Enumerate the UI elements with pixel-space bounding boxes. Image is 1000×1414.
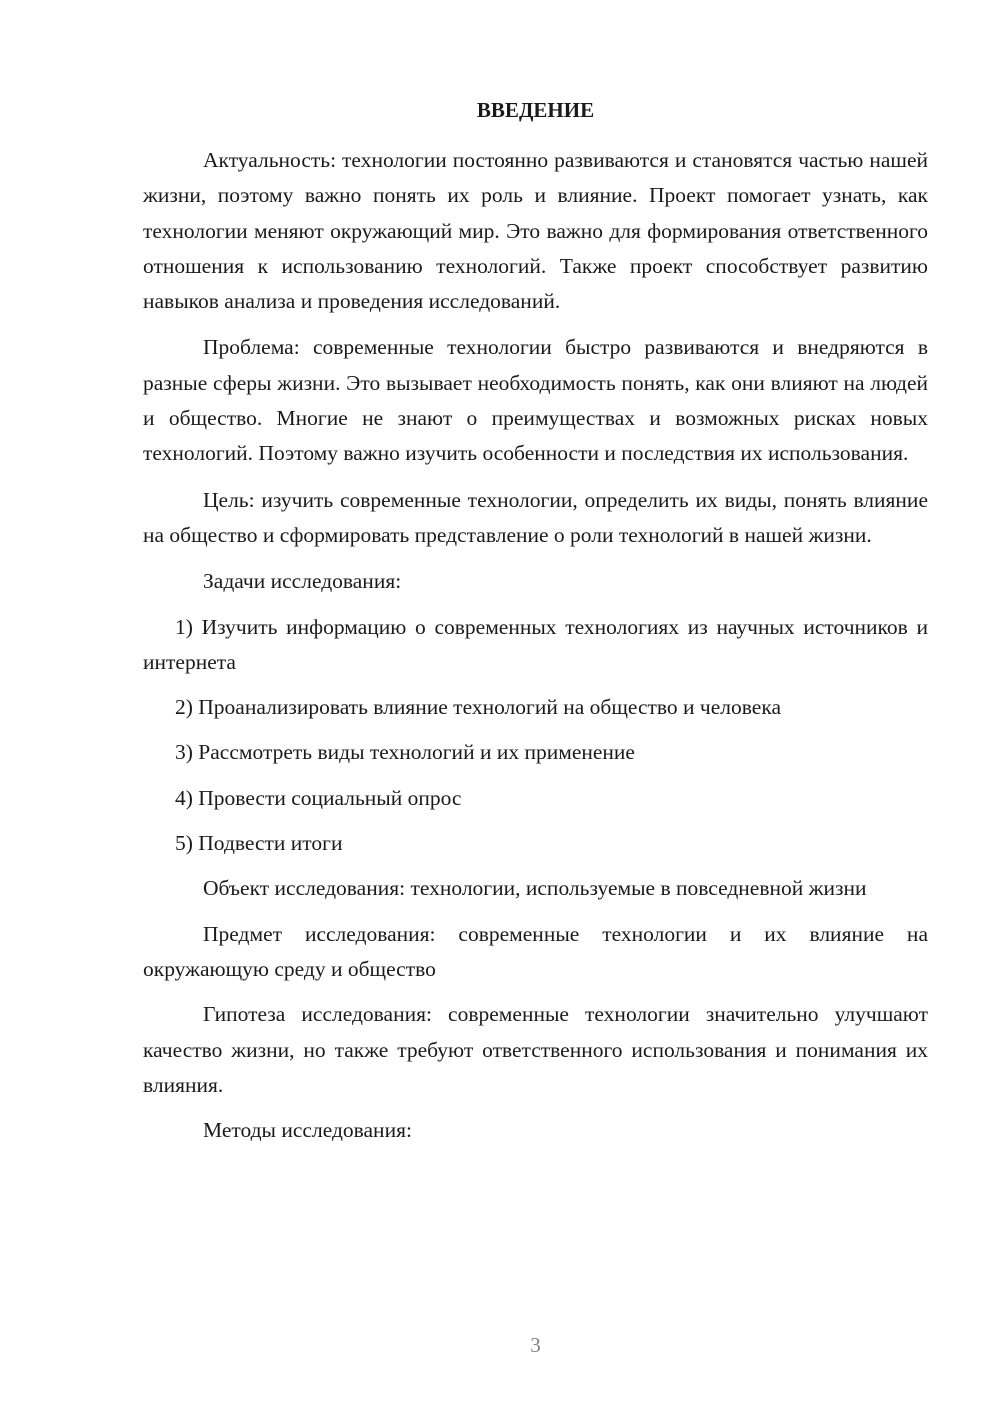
paragraph-hypothesis: Гипотеза исследования: современные технологии значительно улучшают качество жизни, но также требуют ответственного использования и понимания их влияния. — [143, 1002, 928, 1097]
methods-heading: Методы исследования: — [203, 1118, 412, 1143]
list-item: 4) Провести социальный опрос — [175, 785, 462, 810]
paragraph-subject: Предмет исследования: современные технологии и их влияние на окружающую среду и общество — [143, 921, 928, 981]
paragraph-goal: Цель: изучить современные технологии, определить их виды, понять влияние на общество и сформировать представление о роли технологий в нашей жизни. — [143, 487, 928, 547]
list-item: 3) Рассмотреть виды технологий и их применение — [175, 740, 635, 765]
paragraph-problem: Проблема: современные технологии быстро развиваются и внедряются в разные сферы жизни. Это вызывает необходимость понять, как они влияют на людей и общество. Многие не знают о преимуществах и возможных рисках новых технологий. Поэтому важно изучить особенности и последствия их использования. — [143, 335, 928, 466]
section-title: ВВЕДЕНИЕ — [476, 98, 595, 122]
list-item: 2) Проанализировать влияние технологий на общество и человека — [175, 695, 781, 720]
document-page — [143, 95, 928, 1148]
tasks-heading: Задачи исследования: — [203, 569, 402, 594]
paragraph-relevance: Актуальность: технологии постоянно развиваются и становятся частью нашей жизни, поэтому важно понять их роль и влияние. Проект помогает узнать, как технологии меняют окружающий мир. Это важно для формирования ответственного отношения к использованию технологий. Также проект способствует развитию навыков анализа и проведения исследований. — [143, 148, 928, 314]
list-item: 5) Подвести итоги — [175, 831, 343, 856]
tasks-list — [143, 610, 928, 862]
page-number: 3 — [530, 1333, 541, 1357]
list-item: 1) Изучить информацию о современных технологиях из научных источников и интернета — [143, 614, 928, 674]
paragraph-object: Объект исследования: технологии, используемые в повседневной жизни — [203, 876, 867, 901]
